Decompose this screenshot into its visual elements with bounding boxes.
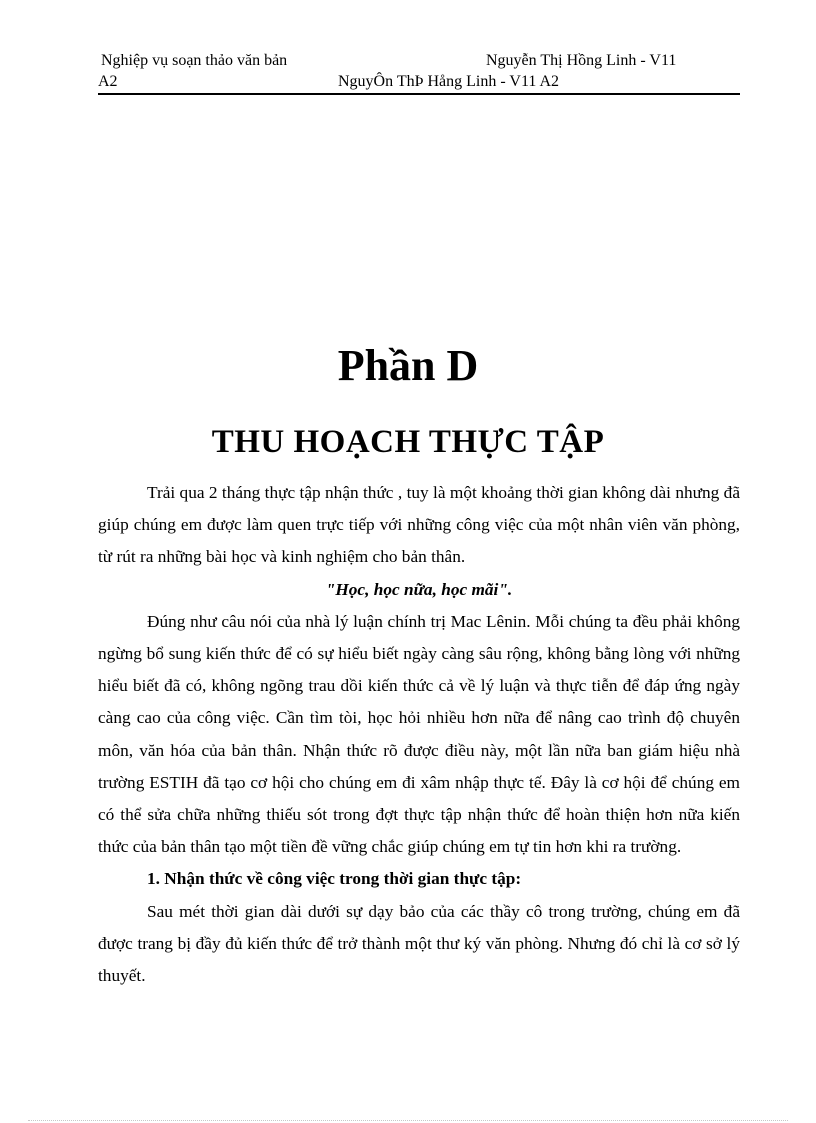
body-text bbox=[98, 477, 740, 992]
header-author-wrap: A2 bbox=[98, 73, 118, 90]
header-author-encoded: NguyÔn ThÞ Hång Linh - V11 A2 bbox=[338, 73, 560, 90]
paragraph: Đúng như câu nói của nhà lý luận chính trị Mac Lênin. Mỗi chúng ta đều phải không ngừng bổ sung kiến thức để có sự hiểu biết ngày càng sâu rộng, không bằng lòng với những hiểu biết đã có, không ngõng trau dồi kiến thức cả về lý luận và thực tiễn để đáp ứng ngày càng cao của công việc. Cần tìm tòi, học hỏi nhiều hơn nữa để nâng cao trình độ chuyên môn, văn hóa của bản thân. Nhận thức rõ được điều này, một lần nữa ban giám hiệu nhà trường ESTIH đã tạo cơ hội cho chúng em đi xâm nhập thực tế. Đây là cơ hội để chúng em có thể sửa chữa những thiếu sót trong đợt thực tập nhận thức để hoàn thiện hơn nữa kiến thức của bản thân tạo một tiền đề vững chắc giúp chúng em tự tin hơn khi ra trường. bbox=[98, 611, 740, 857]
paragraph: Trải qua 2 tháng thực tập nhận thức , tuy là một khoảng thời gian không dài nhưng đã giúp chúng em được làm quen trực tiếp với những công việc của một nhân viên văn phòng, từ rút ra những bài học và kinh nghiệm cho bản thân. bbox=[98, 483, 740, 567]
paragraph: Sau mét thời gian dài dưới sự dạy bảo của các thầy cô trong trường, chúng em đã được trang bị đầy đủ kiến thức để trở thành một thư ký văn phòng. Nhưng đó chỉ là cơ sở lý thuyết. bbox=[98, 901, 740, 986]
subsection-heading: 1. Nhận thức về công việc trong thời gian thực tập: bbox=[147, 869, 522, 889]
section-title: THU HOẠCH THỰC TẬP bbox=[211, 424, 605, 460]
part-title: Phần D bbox=[337, 341, 479, 390]
quote: "Học, học nữa, học mãi". bbox=[325, 579, 513, 599]
header-subject: Nghiệp vụ soạn thảo văn bản bbox=[101, 52, 288, 69]
page-header bbox=[98, 50, 740, 92]
header-author: Nguyễn Thị Hồng Linh - V11 bbox=[486, 52, 677, 69]
page-bottom-edge bbox=[28, 1120, 788, 1121]
header-divider bbox=[98, 93, 740, 95]
